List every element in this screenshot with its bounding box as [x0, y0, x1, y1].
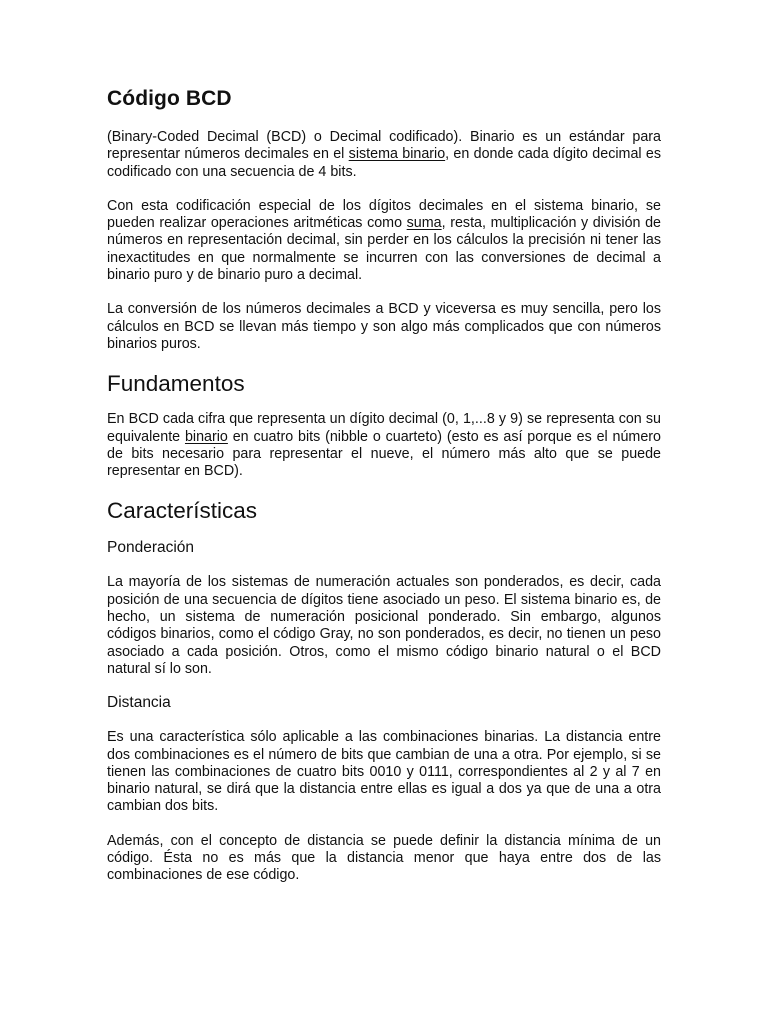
page-title: Código BCD — [107, 87, 232, 110]
fundamentos-text: en cuatro bits (nibble o cuarteto) (esto es así porque es el número de bits necesario para representar el nueve, el número más alto que se puede representar en BCD). — [107, 428, 661, 480]
subsection-heading-ponderacion: Ponderación — [107, 539, 195, 557]
intro-paragraph-3: La conversión de los números decimales a BCD y viceversa es muy sencilla, pero los cálculos en BCD se llevan más tiempo y son algo más complicados que con números binarios puros. — [107, 301, 661, 352]
section-heading-fundamentos: Fundamentos — [107, 371, 245, 397]
intro-text: Con esta codificación especial de los dígitos decimales en el sistema binario, se pueden realizar operaciones aritméticas como — [107, 197, 661, 232]
intro-text: (Binary-Coded Decimal (BCD) o Decimal codificado). Binario es un estándar para representar números decimales en el — [107, 129, 661, 163]
intro-paragraph-1 — [107, 129, 661, 181]
intro-text: , resta, multiplicación y división de números en representación decimal, sin perder en los cálculos la precisión ni tener las inexactitudes en que normalmente se incurren con las conversiones de decimal a binario puro y de binario puro a decimal. — [107, 215, 661, 284]
intro-text: , en donde cada dígito decimal es codificado con una secuencia de 4 bits. — [107, 146, 661, 180]
intro-paragraph-2 — [107, 198, 661, 284]
subsection-heading-distancia: Distancia — [107, 694, 171, 712]
suma-link[interactable]: suma — [406, 215, 442, 232]
fundamentos-paragraph — [107, 411, 661, 480]
distancia-paragraph-1: Es una característica sólo aplicable a las combinaciones binarias. La distancia entre dos combinaciones es el número de bits que cambian de una a otra. Por ejemplo, si se tienen las combinaciones de cuatro bits 0010 y 0111, correspondientes al 2 y al 7 en binario natural, se dirá que la distancia entre ellas es igual a dos ya que de una a otra cambian dos bits. — [107, 729, 661, 815]
section-heading-caracteristicas: Características — [107, 498, 258, 524]
distancia-paragraph-2: Además, con el concepto de distancia se puede definir la distancia mínima de un código. Ésta no es más que la distancia menor que haya entre dos de las combinaciones de ese código. — [107, 832, 661, 884]
binario-link[interactable]: binario — [184, 428, 228, 445]
fundamentos-text: En BCD cada cifra que representa un dígito decimal (0, 1,...8 y 9) se representa con su equivalente — [107, 411, 661, 445]
sistema-binario-link[interactable]: sistema binario — [348, 146, 446, 163]
document-page — [107, 86, 661, 885]
ponderacion-paragraph: La mayoría de los sistemas de numeración actuales son ponderados, es decir, cada posición de una secuencia de dígitos tiene asociado un peso. El sistema binario es, de hecho, un sistema de numeración posicional ponderado. Sin embargo, algunos códigos binarios, como el código Gray, no son ponderados, es decir, no tienen un peso asociado a cada posición. Otros, como el mismo código binario natural o el BCD natural sí lo son. — [107, 574, 661, 677]
